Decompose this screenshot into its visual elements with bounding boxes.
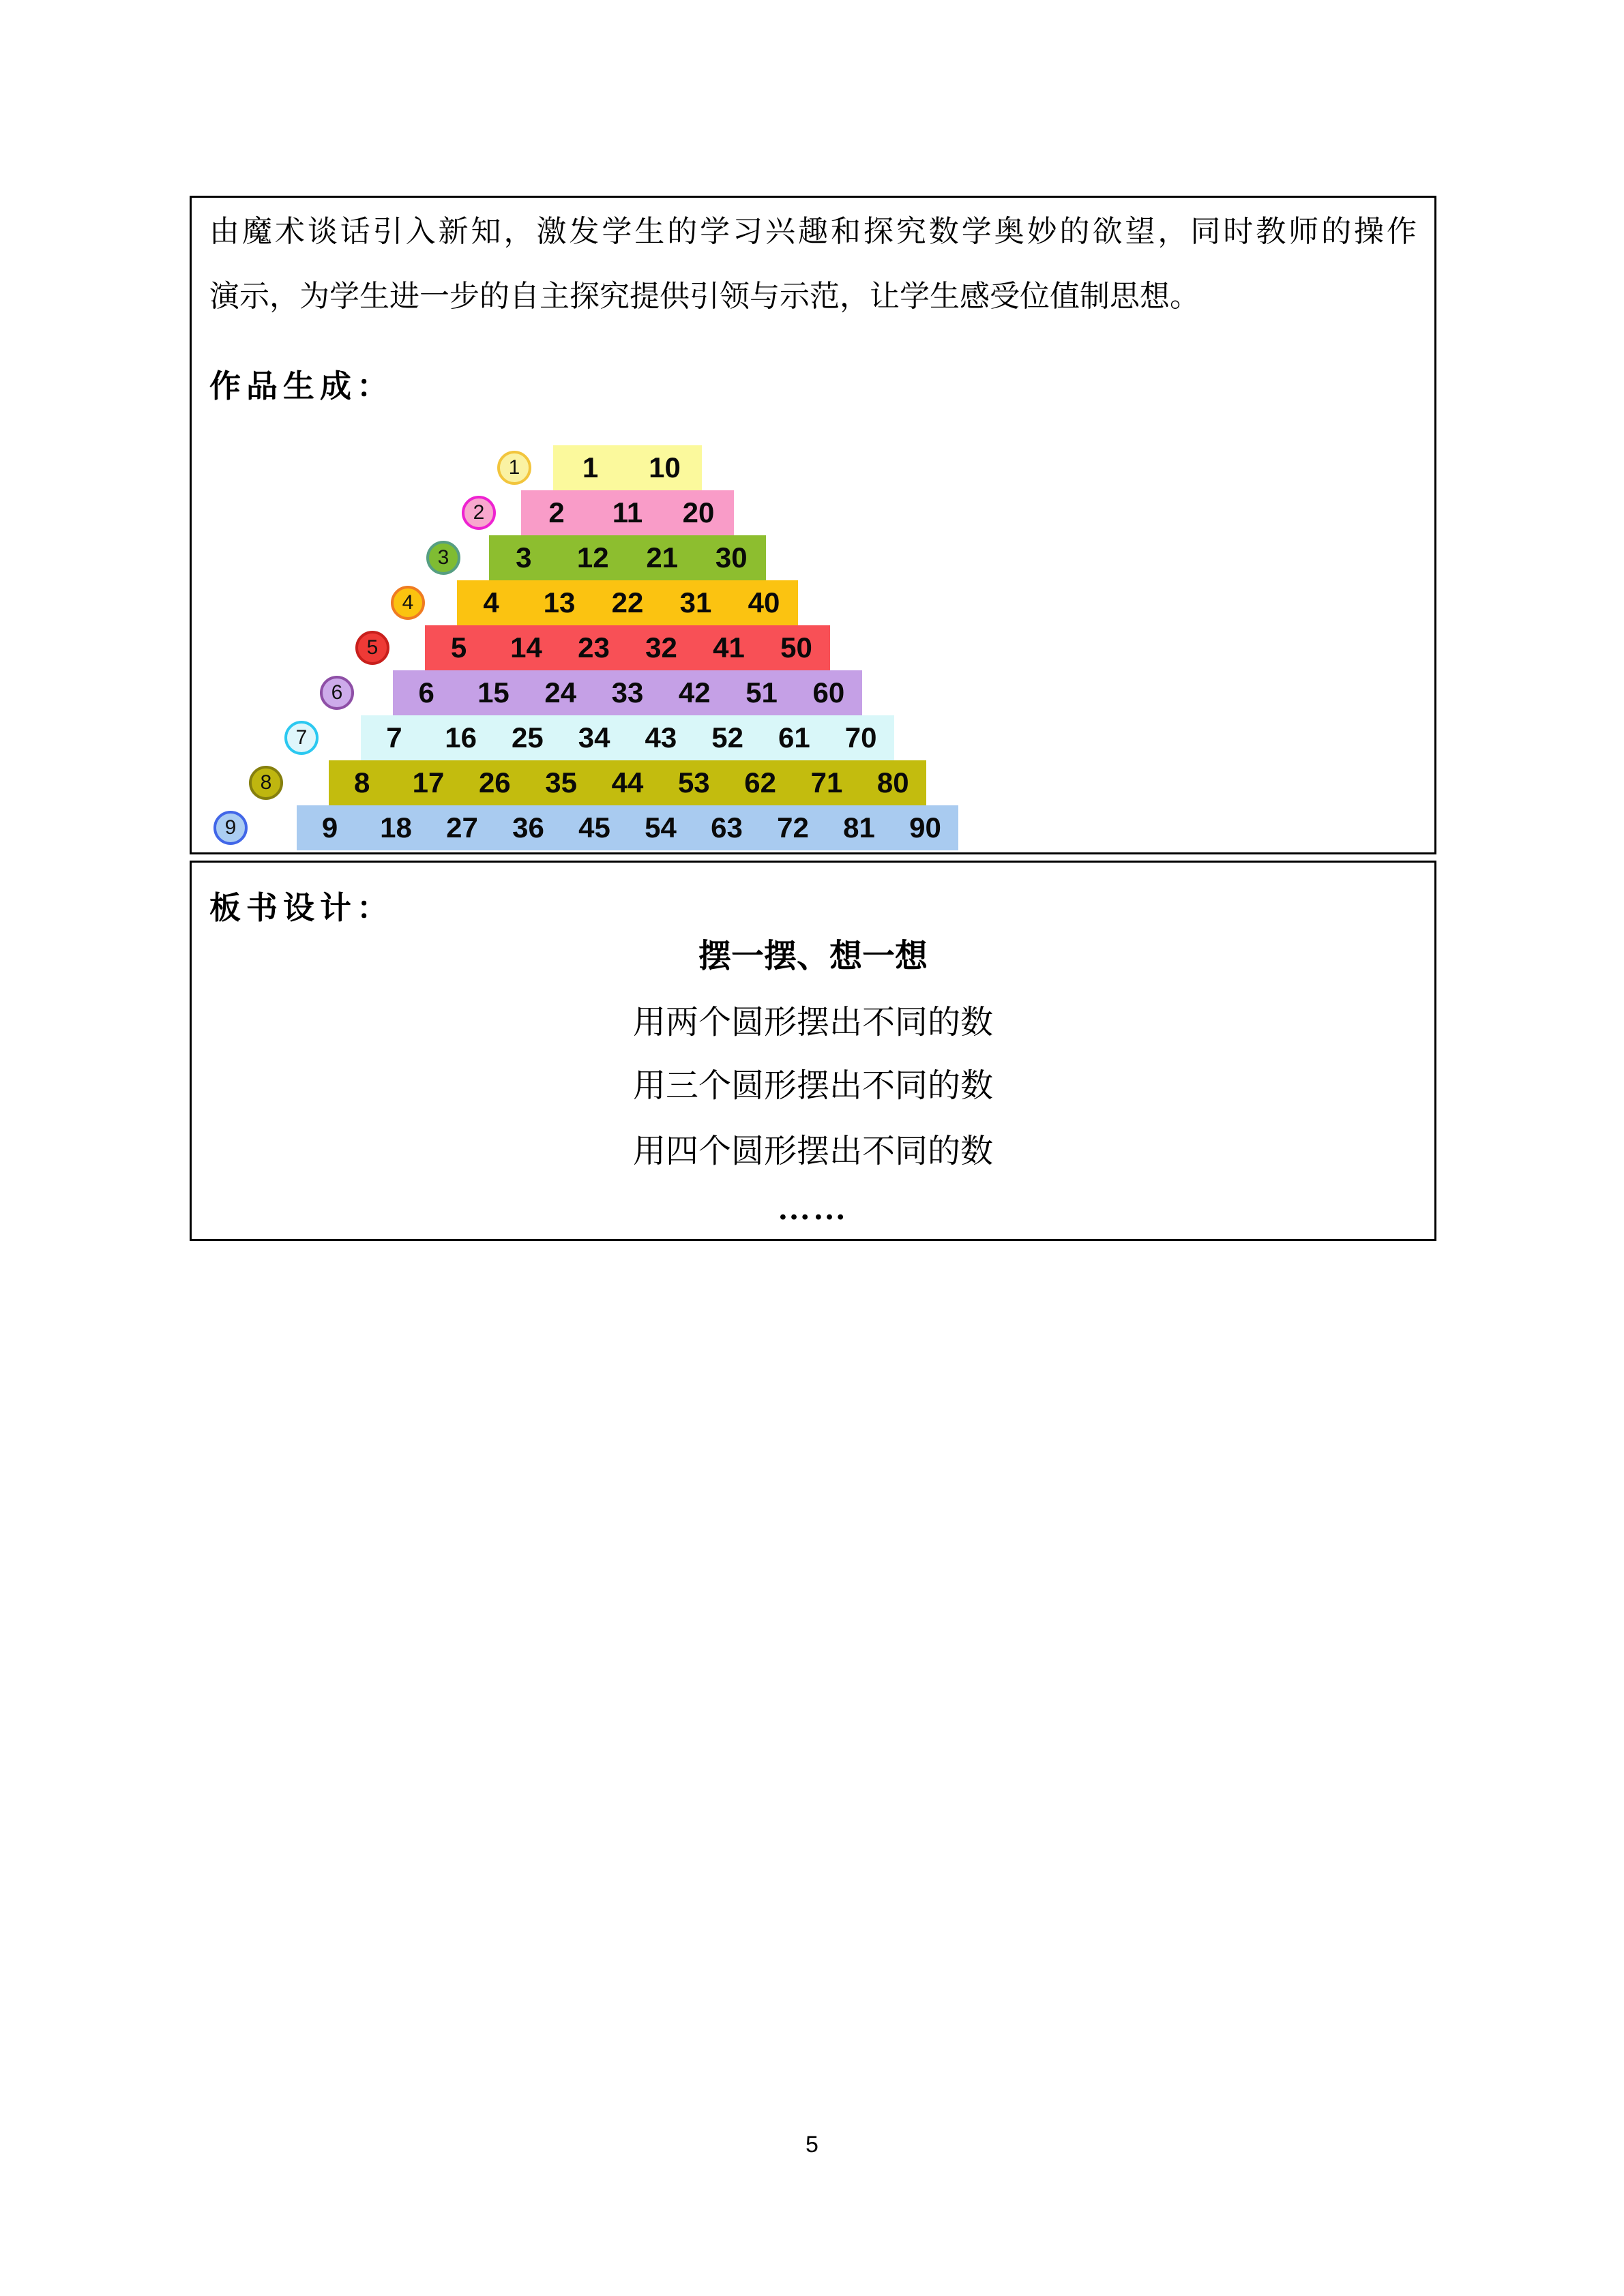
pyramid-bar-row-7: [361, 715, 894, 760]
pyramid-row-badge-9: 9: [213, 811, 248, 845]
pyramid-bar-row-4: [457, 580, 798, 625]
pyramid-row-badge-5: 5: [355, 631, 389, 665]
pyramid-number: 12: [576, 541, 609, 573]
pyramid-number: 31: [679, 586, 712, 618]
board-line: 用四个圆形摆出不同的数: [632, 1133, 993, 1169]
pyramid-number: 25: [512, 721, 544, 754]
intro-paragraph-line: 演示，为学生进一步的自主探究提供引领与示范，让学生感受位值制思想。: [209, 280, 1200, 313]
board-line: 用三个圆形摆出不同的数: [632, 1068, 993, 1104]
pyramid-number: 14: [510, 631, 542, 664]
pyramid-number: 33: [611, 676, 644, 709]
pyramid-number: 54: [645, 811, 677, 844]
works-generated-label: 作品生成：: [209, 369, 394, 404]
pyramid-number: 51: [745, 676, 778, 709]
pyramid-number: 4: [483, 586, 499, 618]
pyramid-number: 15: [477, 676, 510, 709]
pyramid-number: 72: [777, 811, 809, 844]
pyramid-number: 20: [682, 496, 715, 528]
pyramid-bar-row-9: [297, 805, 958, 850]
pyramid-row-badge-4: 4: [391, 586, 425, 620]
pyramid-row-badge-2: 2: [462, 496, 496, 530]
pyramid-number: 45: [578, 811, 610, 844]
board-line: 用两个圆形摆出不同的数: [632, 1004, 993, 1041]
pyramid-number: 71: [810, 766, 843, 799]
pyramid-row-badge-1: 1: [497, 451, 531, 485]
pyramid-number: 17: [412, 766, 445, 799]
pyramid-number: 90: [909, 811, 941, 844]
pyramid-number: 40: [748, 586, 780, 618]
pyramid-number: 6: [418, 676, 434, 709]
pyramid-row-badge-7: 7: [284, 721, 319, 755]
pyramid-number: 18: [380, 811, 412, 844]
number-pyramid: [192, 198, 1434, 852]
pyramid-bar-row-3: [489, 535, 766, 580]
pyramid-number: 24: [544, 676, 577, 709]
pyramid-number: 8: [353, 766, 370, 799]
pyramid-number: 43: [645, 721, 677, 754]
pyramid-number: 1: [582, 451, 599, 483]
pyramid-number: 3: [516, 541, 532, 573]
pyramid-number: 42: [678, 676, 711, 709]
pyramid-number: 26: [478, 766, 511, 799]
pyramid-number: 9: [321, 811, 338, 844]
pyramid-number: 61: [778, 721, 810, 754]
pyramid-row-badge-3: 3: [426, 541, 460, 575]
intro-section: [190, 196, 1436, 854]
pyramid-number: 63: [711, 811, 743, 844]
pyramid-number: 80: [876, 766, 909, 799]
pyramid-number: 7: [386, 721, 402, 754]
pyramid-number: 41: [713, 631, 745, 664]
pyramid-bar-row-5: [425, 625, 830, 670]
pyramid-number: 35: [545, 766, 577, 799]
pyramid-number: 52: [711, 721, 743, 754]
pyramid-number: 32: [645, 631, 677, 664]
pyramid-bar-row-6: [393, 670, 862, 715]
pyramid-number: 70: [844, 721, 877, 754]
pyramid-bar-row-1: [553, 445, 702, 490]
pyramid-number: 22: [611, 586, 644, 618]
pyramid-number: 44: [611, 766, 644, 799]
board-title: 摆一摆、想一想: [698, 938, 928, 974]
pyramid-bar-row-2: [521, 490, 734, 535]
pyramid-number: 30: [715, 541, 748, 573]
board-design-label: 板书设计：: [209, 891, 394, 925]
pyramid-number: 50: [780, 631, 812, 664]
pyramid-number: 81: [843, 811, 875, 844]
pyramid-number: 62: [744, 766, 776, 799]
pyramid-row-badge-6: 6: [320, 676, 354, 710]
pyramid-number: 27: [446, 811, 478, 844]
pyramid-number: 60: [812, 676, 845, 709]
pyramid-number: 21: [646, 541, 679, 573]
pyramid-number: 23: [578, 631, 610, 664]
board-ellipsis: ……: [778, 1191, 848, 1227]
page-number: 5: [806, 2132, 818, 2158]
pyramid-row-badge-8: 8: [249, 766, 283, 800]
pyramid-number: 13: [543, 586, 576, 618]
pyramid-number: 34: [578, 721, 610, 754]
board-design-section: [190, 861, 1436, 1241]
pyramid-number: 2: [548, 496, 565, 528]
pyramid-number: 5: [450, 631, 467, 664]
pyramid-number: 36: [512, 811, 544, 844]
intro-paragraph-line: 由魔术谈话引入新知，激发学生的学习兴趣和探究数学奥妙的欲望，同时教师的操作: [209, 215, 1417, 248]
pyramid-number: 10: [649, 451, 681, 483]
pyramid-number: 11: [612, 496, 643, 528]
pyramid-number: 16: [445, 721, 477, 754]
pyramid-number: 53: [677, 766, 710, 799]
pyramid-bar-row-8: [329, 760, 926, 805]
